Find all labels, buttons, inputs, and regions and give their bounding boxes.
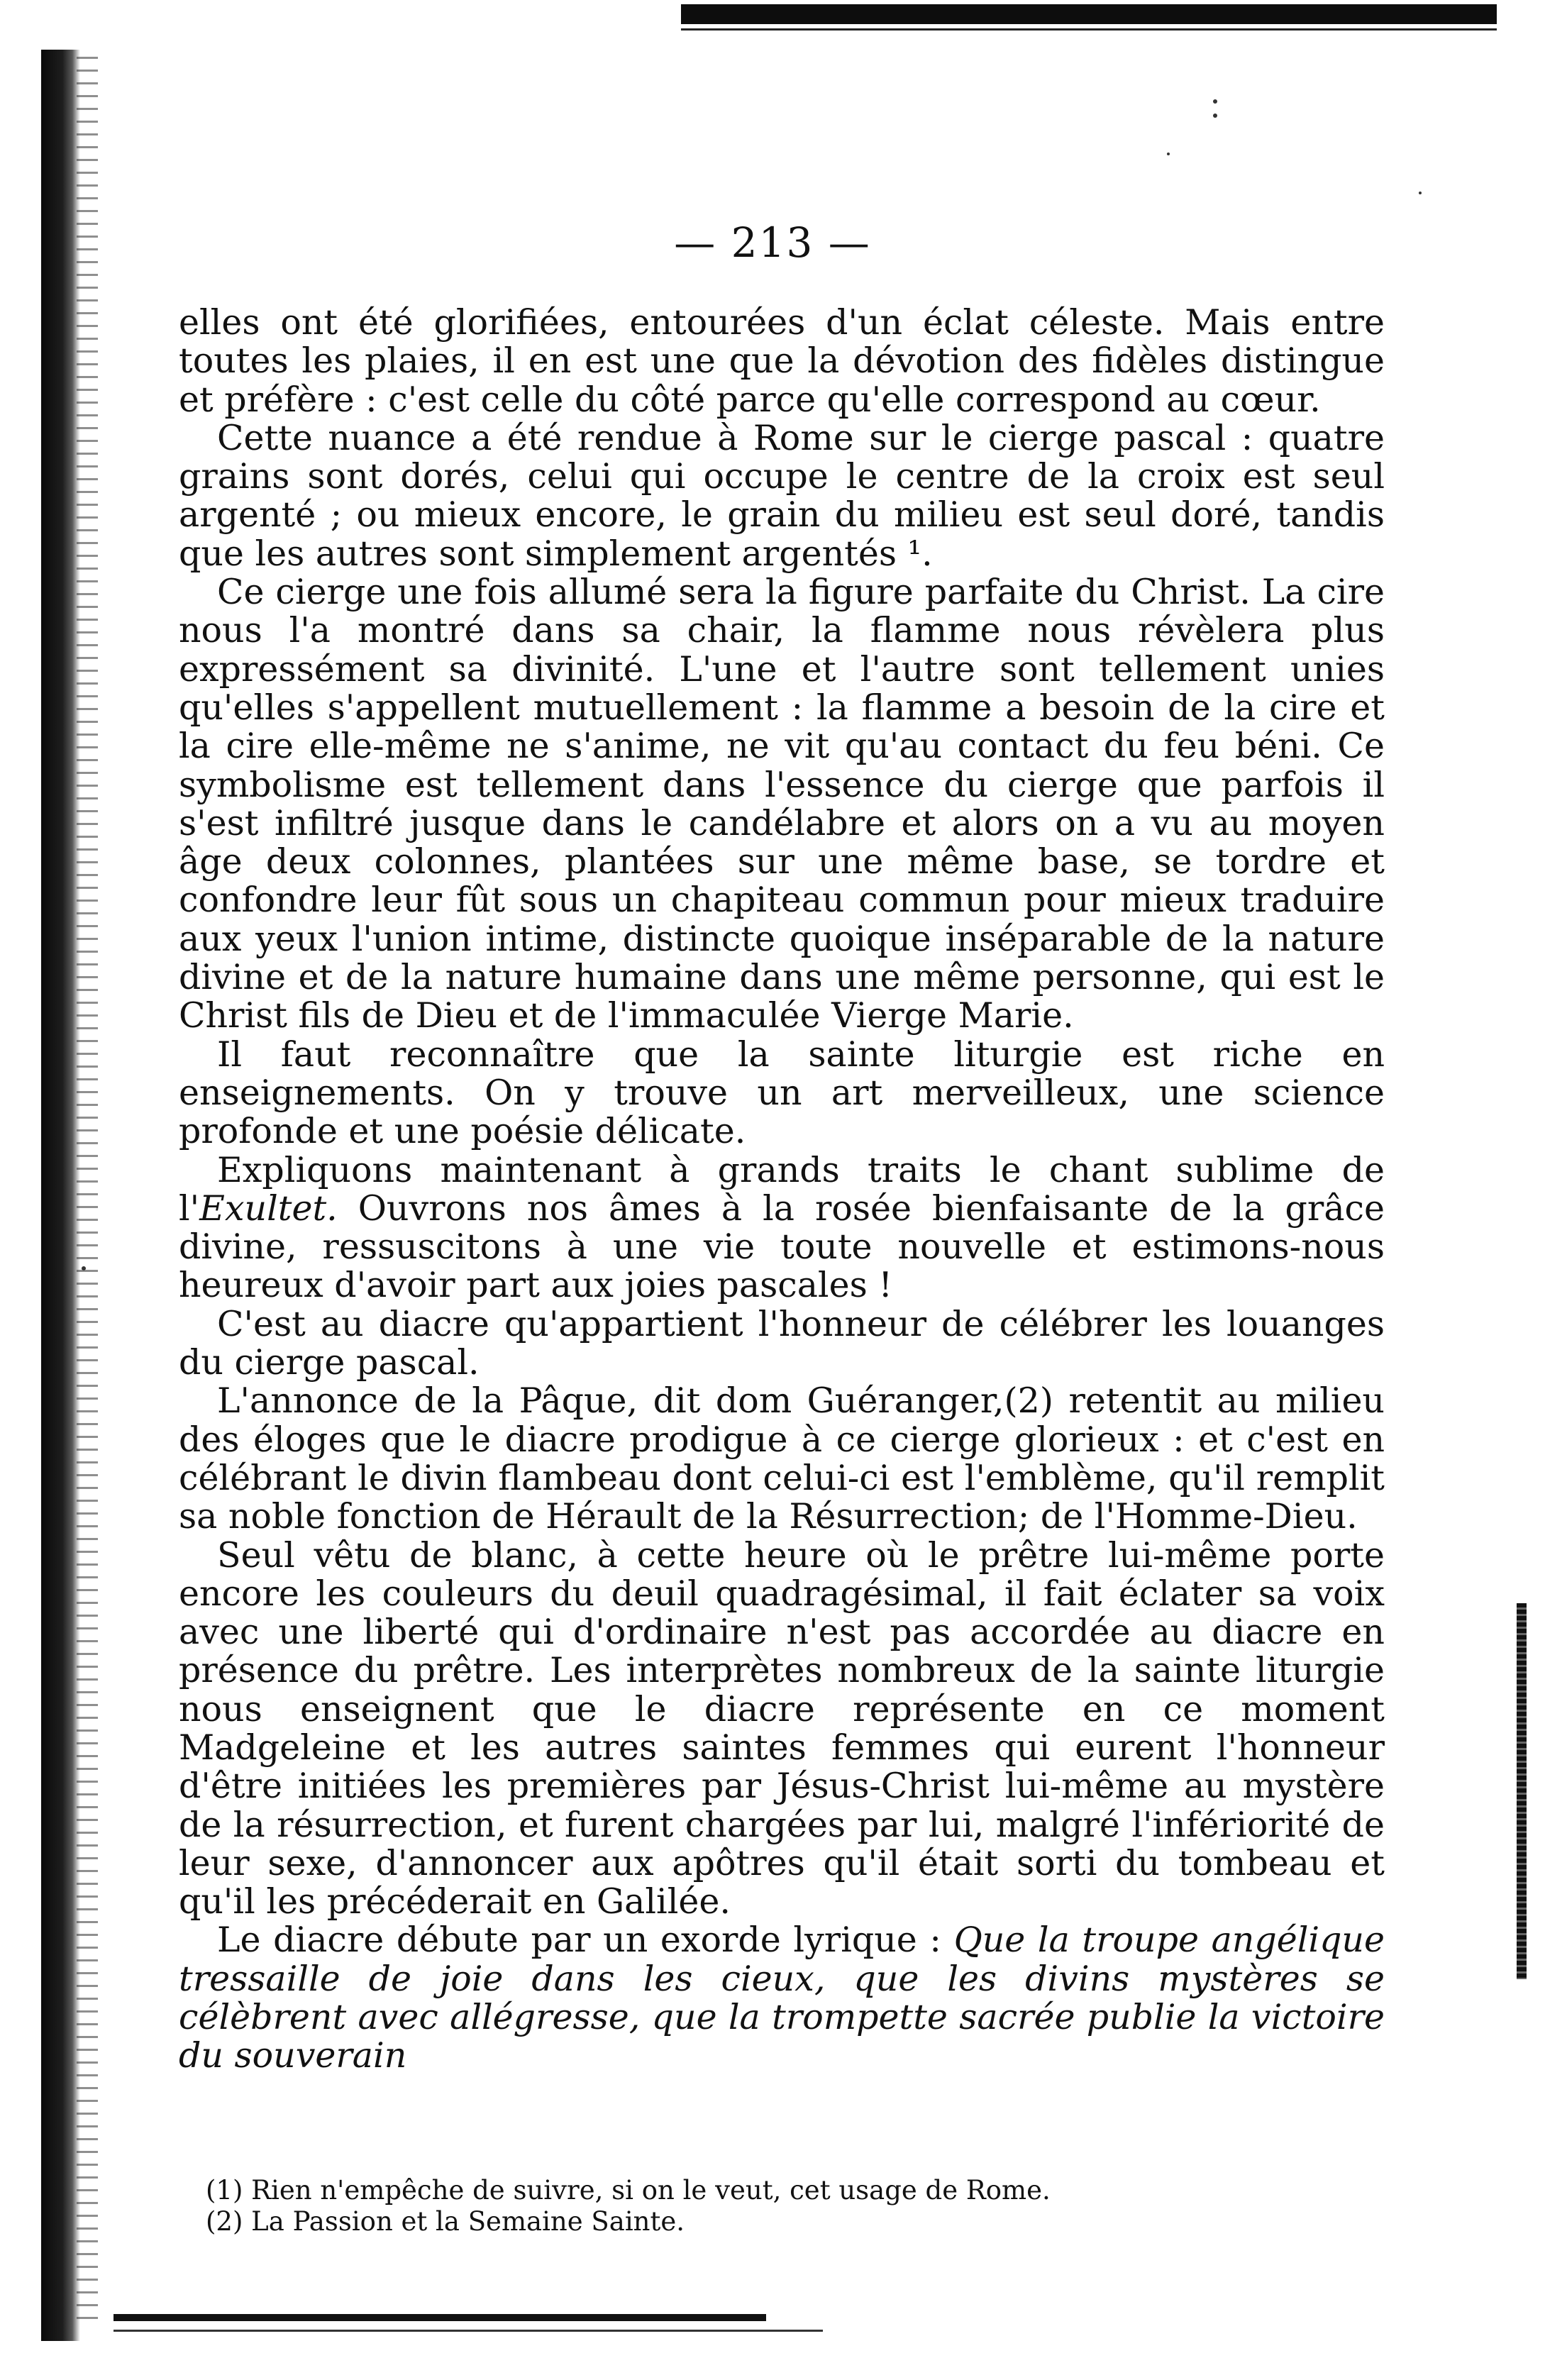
bottom-scan-rule xyxy=(113,2314,766,2321)
top-scan-rule-thin xyxy=(681,28,1497,31)
page-number: — 213 — xyxy=(674,218,871,267)
italic-text: Que la troupe angélique tressaille de joie dans les cieux, que les divins mystères se célèbrent avec allégresse, que la trompette sacrée publie la victoire du souverain xyxy=(179,1920,1385,2076)
paragraph: Seul vêtu de blanc, à cette heure où le prêtre lui-même porte encore les couleurs du deuil quadragésimal, il fait éclater sa voix avec une liberté qui d'ordinaire n'est pas accordée au diacre en présence du prêtre. Les interprètes nombreux de la sainte liturgie nous enseignent que le diacre représente en ce moment Madgeleine et les autres saintes femmes qui eurent l'honneur d'être initiées les premières par Jésus-Christ lui-même au mystère de la résurrection, et furent chargées par lui, malgré l'infériorité de leur sexe, d'annoncer aux apôtres qu'il était sorti du tombeau et qu'il les précéderait en Galilée. xyxy=(179,1534,1385,1922)
paragraph-text: Le diacre débute par un exorde lyrique : xyxy=(217,1920,954,1961)
paragraph: C'est au diacre qu'appartient l'honneur de célébrer les louanges du cierge pascal. xyxy=(179,1303,1385,1383)
binding-speckle xyxy=(77,57,98,2327)
paragraph: Ce cierge une fois allumé sera la figure parfaite du Christ. La cire nous l'a montré dans sa chair, la flamme nous révèlera plus expressément sa divinité. L'une et l'autre sont tellement unies qu'elles s'appellent mutuellement : la flamme a besoin de la cire et la cire elle-même ne s'anime, ne vit qu'au contact du feu béni. Ce symbolisme est tellement dans l'essence du cierge que parfois il s'est infiltré jusque dans le candélabre et alors on a vu au moyen âge deux colonnes, plantées sur une même base, se tordre et confondre leur fût sous un chapiteau commun pour mieux traduire aux yeux l'union intime, distincte quoique inséparable de la nature divine et de la nature humaine dans une même personne, qui est le Christ fils de Dieu et de l'immaculée Vierge Marie. xyxy=(179,572,1385,1036)
italic-text: Exultet. xyxy=(199,1188,338,1229)
paragraph-text: Expliquons maintenant à grands traits le chant sublime de l' xyxy=(179,1149,1385,1229)
paragraph: L'annonce de la Pâque, dit dom Guéranger,(2) retentit au milieu des éloges que le diacre prodigue à ce cierge glorieux : et c'est en célébrant le divin flambeau dont celui-ci est l'emblème, qu'il remplit sa noble fonction de Hérault de la Résurrection; de l'Homme-Dieu. xyxy=(179,1380,1385,1537)
dust-speck xyxy=(1419,192,1422,194)
body-text xyxy=(179,304,1385,2076)
dust-speck xyxy=(1213,99,1217,104)
footnote: (2) La Passion et la Semaine Sainte. xyxy=(206,2206,685,2237)
bottom-scan-rule-thin xyxy=(113,2330,823,2332)
dust-speck xyxy=(1167,153,1170,155)
paragraph: Il faut reconnaître que la sainte liturgie est riche en enseignements. On y trouve un art merveilleux, une science profonde et une poésie délicate. xyxy=(179,1034,1385,1152)
paragraph: Cette nuance a été rendue à Rome sur le cierge pascal : quatre grains sont dorés, celui qui occupe le centre de la croix est seul argenté ; ou mieux encore, le grain du milieu est seul doré, tandis que les autres sont simplement argentés ¹. xyxy=(179,417,1385,574)
dust-speck xyxy=(1213,114,1217,118)
binding-shadow xyxy=(41,50,80,2341)
dust-speck xyxy=(82,1266,86,1271)
paragraph xyxy=(179,1151,1385,1305)
top-scan-rule xyxy=(681,4,1497,24)
right-edge-shadow xyxy=(1517,1603,1527,1979)
footnote: (1) Rien n'empêche de suivre, si on le veut, cet usage de Rome. xyxy=(206,2175,1051,2205)
footnotes xyxy=(206,2175,1383,2237)
paragraph xyxy=(179,1921,1385,2075)
paragraph: elles ont été glorifiées, entourées d'un éclat céleste. Mais entre toutes les plaies, il en est une que la dévotion des fidèles distingue et préfère : c'est celle du côté parce qu'elle correspond au cœur. xyxy=(179,302,1385,420)
paragraph-text: Ouvrons nos âmes à la rosée bienfaisante de la grâce divine, ressuscitons à une vie toute nouvelle et estimons-nous heureux d'avoir part aux joies pascales ! xyxy=(179,1188,1385,1306)
